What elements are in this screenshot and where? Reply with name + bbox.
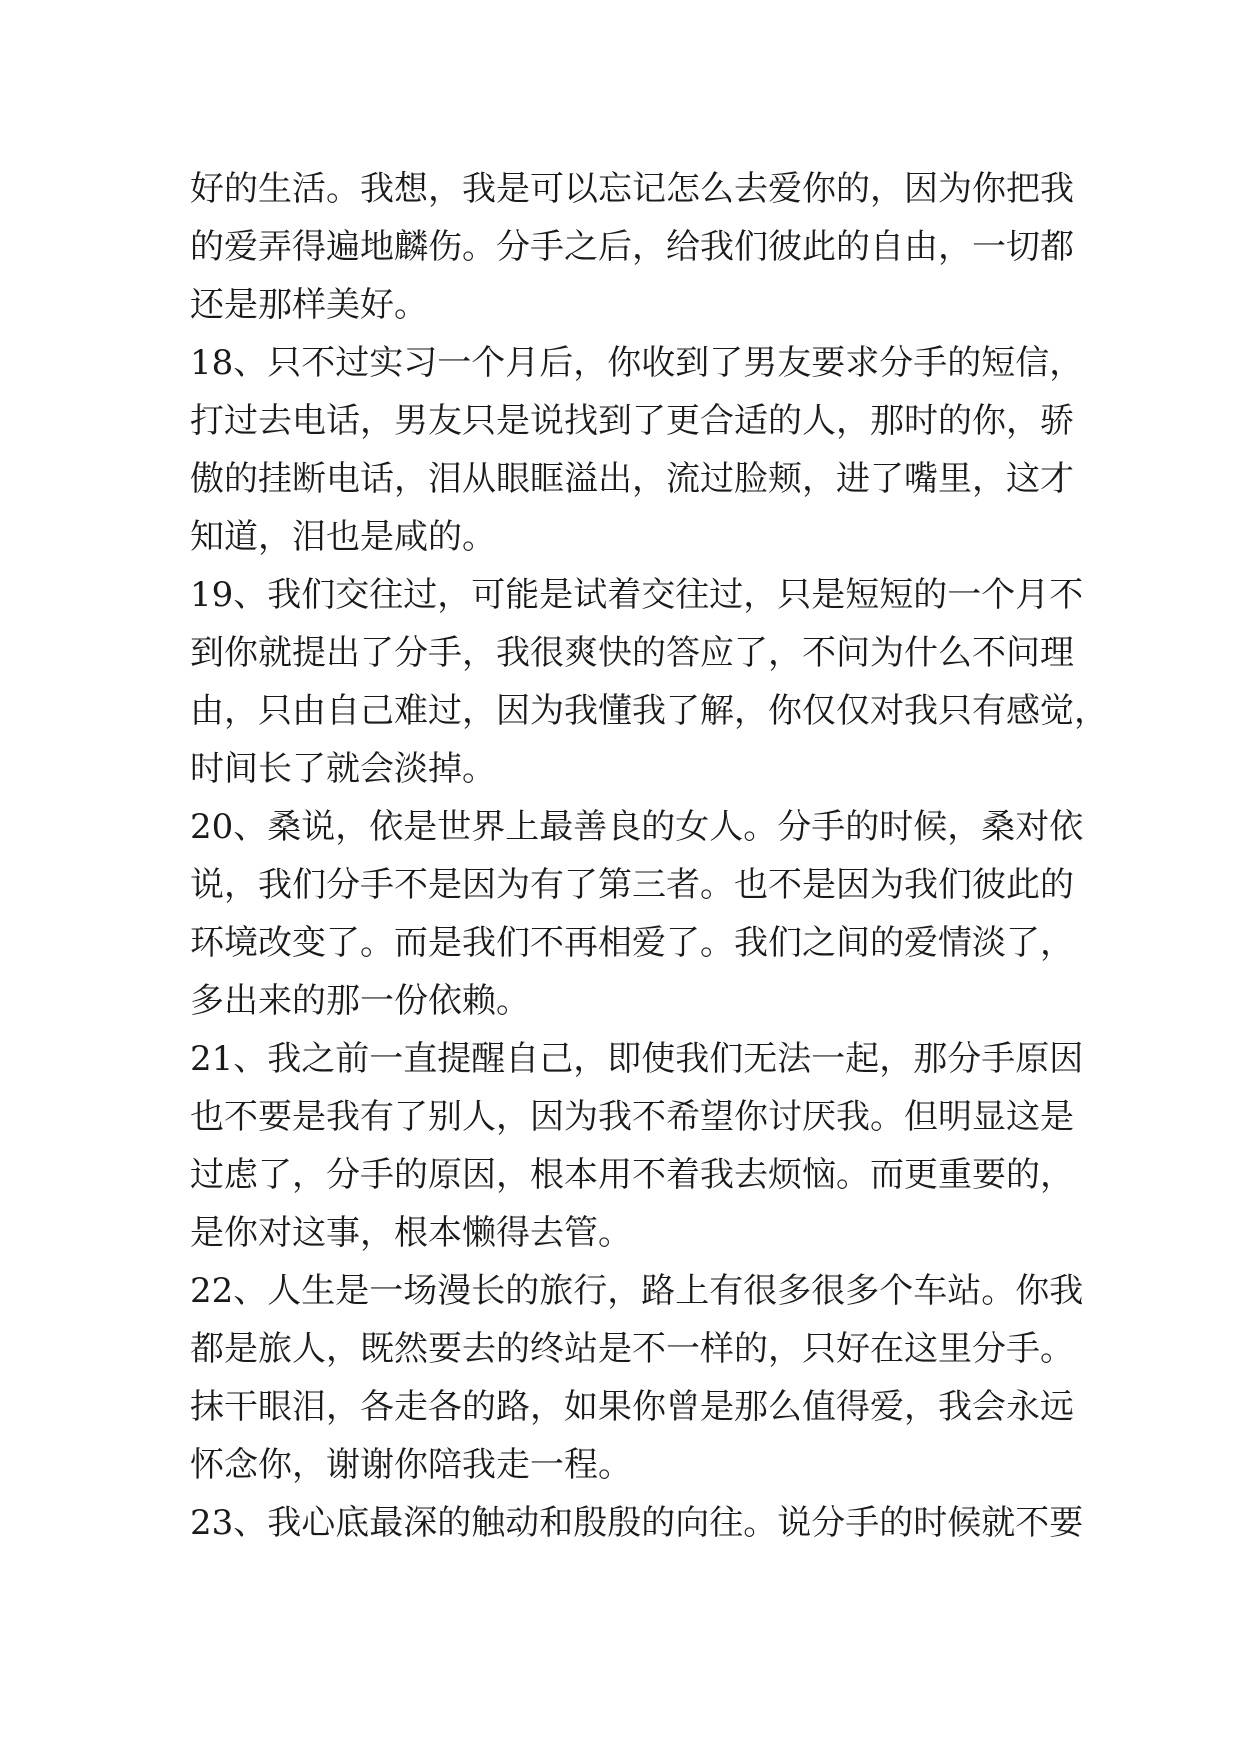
text-line: 打过去电话，男友只是说找到了更合适的人，那时的你，骄 — [190, 401, 1074, 441]
text-line: 知道，泪也是咸的。 — [190, 517, 496, 557]
text-line: 说，我们分手不是因为有了第三者。也不是因为我们彼此的 — [190, 865, 1074, 905]
text-line: 抹干眼泪，各走各的路，如果你曾是那么值得爱，我会永远 — [190, 1387, 1074, 1427]
text-line: 也不要是我有了别人，因为我不希望你讨厌我。但明显这是 — [190, 1097, 1074, 1137]
text-line: 的爱弄得遍地麟伤。分手之后，给我们彼此的自由，一切都 — [190, 227, 1074, 267]
text-line: 时间长了就会淡掉。 — [190, 749, 496, 789]
text-line: 19、我们交往过，可能是试着交往过，只是短短的一个月不 — [190, 575, 1084, 615]
text-line: 18、只不过实习一个月后，你收到了男友要求分手的短信， — [190, 343, 1084, 383]
text-line: 怀念你，谢谢你陪我走一程。 — [190, 1445, 632, 1485]
text-line: 是你对这事，根本懒得去管。 — [190, 1213, 632, 1253]
text-line: 21、我之前一直提醒自己，即使我们无法一起，那分手原因 — [190, 1039, 1084, 1079]
body-text — [190, 160, 1108, 1552]
text-line: 多出来的那一份依赖。 — [190, 981, 530, 1021]
text-line: 由，只由自己难过，因为我懂我了解，你仅仅对我只有感觉， — [190, 691, 1108, 731]
text-line: 好的生活。我想，我是可以忘记怎么去爱你的，因为你把我 — [190, 169, 1074, 209]
text-line: 环境改变了。而是我们不再相爱了。我们之间的爱情淡了， — [190, 923, 1074, 963]
text-line: 22、人生是一场漫长的旅行，路上有很多很多个车站。你我 — [190, 1271, 1084, 1311]
text-line: 20、桑说，依是世界上最善良的女人。分手的时候，桑对依 — [190, 807, 1084, 847]
text-line: 到你就提出了分手，我很爽快的答应了，不问为什么不问理 — [190, 633, 1074, 673]
text-line: 都是旅人，既然要去的终站是不一样的，只好在这里分手。 — [190, 1329, 1074, 1369]
text-line: 23、我心底最深的触动和殷殷的向往。说分手的时候就不要 — [190, 1503, 1084, 1543]
text-line: 过虑了，分手的原因，根本用不着我去烦恼。而更重要的， — [190, 1155, 1074, 1195]
text-line: 傲的挂断电话，泪从眼眶溢出，流过脸颊，进了嘴里，这才 — [190, 459, 1074, 499]
text-line: 还是那样美好。 — [190, 285, 428, 325]
